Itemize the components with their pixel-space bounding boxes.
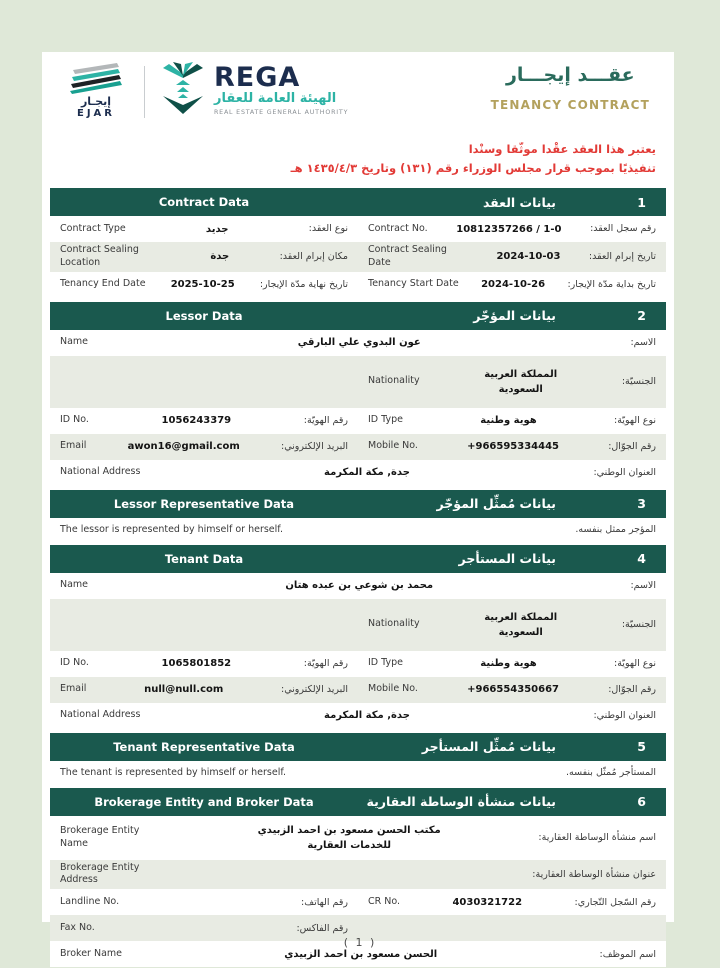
field-label-en: Name: [60, 336, 89, 348]
lessor-address-row: [50, 460, 666, 486]
tenant-id-row: [50, 651, 666, 677]
field-label-en: Contract Sealing Date: [368, 244, 447, 268]
lessor-contact-row: [50, 434, 666, 460]
field-label-ar: تاريخ نهاية مدّة الإيجار:: [259, 279, 348, 291]
palm-tree-icon: [159, 62, 207, 118]
field-label-ar: البريد الإلكتروني:: [281, 684, 348, 696]
rega-logo: [159, 62, 348, 118]
field-label-en: Broker Name: [60, 947, 122, 959]
field-label-ar: الاسم:: [630, 580, 656, 592]
lessor-email-value: awon16@gmail.com: [127, 441, 240, 453]
field-label-ar: العنوان الوطني:: [593, 710, 656, 722]
section-title-en: Tenant Representative Data: [113, 739, 295, 754]
field-label-en: Mobile No.: [368, 440, 418, 452]
brokerage-address-row: [50, 860, 666, 890]
sealing-location-value: جدة: [210, 251, 230, 263]
rega-name: REGA: [214, 62, 301, 94]
cr-no-field: [358, 895, 666, 910]
field-label-en: Contract Type: [60, 222, 126, 234]
section-title-en: Brokerage Entity and Broker Data: [94, 794, 314, 809]
ejar-logo: [60, 62, 132, 119]
contract-no-field: [358, 221, 666, 236]
field-label-en: Contract Sealing Location: [60, 244, 139, 268]
section-1-header: [50, 188, 666, 216]
tenant-name-row: [50, 573, 666, 599]
section-5-header: [50, 733, 666, 761]
field-label-en: ID No.: [60, 414, 89, 426]
field-label-ar: رقم الهويّة:: [303, 415, 348, 427]
tenant-mobile-value: +966554350667: [467, 684, 560, 696]
field-label-en: Email: [60, 440, 87, 452]
document-title: [491, 62, 658, 112]
sealing-date-field: [358, 244, 666, 270]
fax-field: [50, 921, 358, 936]
lessor-mobile-field: [358, 439, 666, 454]
section-title-en: Lessor Representative Data: [113, 496, 295, 511]
field-label-en: CR No.: [368, 895, 401, 907]
tenancy-end-field: [50, 277, 358, 292]
field-label-en: Brokerage Entity Name: [60, 824, 140, 849]
tenancy-dates-row: [50, 272, 666, 298]
note-en: The tenant is represented by himself or herself.: [60, 766, 287, 778]
lessor-id-no-field: [50, 413, 358, 428]
section-number: 6: [637, 794, 646, 810]
field-label-ar: البريد الإلكتروني:: [281, 441, 348, 453]
field-label-ar: عنوان منشأة الوساطة العقارية:: [532, 868, 656, 880]
lessor-mobile-value: +966595334445: [467, 441, 560, 453]
tenant-name-value: محمد بن شوعي بن عبده هتان: [285, 580, 434, 592]
tenancy-start-value: 2024-10-26: [481, 279, 546, 291]
field-label-en: Landline No.: [60, 895, 120, 907]
field-label-ar: رقم الجوّال:: [608, 441, 656, 453]
section-4-header: [50, 545, 666, 573]
section-title-en: Lessor Data: [165, 308, 243, 323]
ejar-stripes-icon: [67, 62, 125, 94]
contract-type-value: جديد: [205, 223, 229, 235]
field-label-en: Fax No.: [60, 921, 95, 933]
tenant-email-field: [50, 682, 358, 697]
field-label-ar: اسم الموظف:: [599, 948, 656, 960]
lessor-name-value: عون البدوي علي البارقي: [297, 337, 421, 349]
field-label-en: Nationality: [368, 618, 420, 630]
lessor-address-value: جدة, مكة المكرمة: [324, 467, 410, 479]
lessor-name-row: [50, 330, 666, 356]
lessor-id-type-field: [358, 413, 666, 428]
field-label-en: ID Type: [368, 414, 403, 426]
section-6-header: [50, 788, 666, 816]
contract-page: [42, 52, 674, 960]
section-title-ar: بيانات مُمثِّل المستأجر: [421, 739, 556, 755]
field-label-ar: نوع الهويّة:: [614, 415, 656, 427]
field-label-ar: رقم سجل العقد:: [590, 223, 656, 235]
title-arabic: عقـــد إيجـــار: [505, 64, 635, 86]
lessor-nationality-value: المملكة العربية السعودية: [484, 368, 558, 395]
lessor-email-field: [50, 439, 358, 454]
sealing-row: [50, 242, 666, 272]
tenant-representative-note: [50, 761, 666, 784]
tenant-id-type-field: [358, 656, 666, 671]
contract-type-field: [50, 221, 358, 236]
field-label-ar: رقم الهاتف:: [301, 896, 348, 908]
field-label-en: Email: [60, 683, 87, 695]
tenant-id-type-value: هوية وطنية: [480, 658, 537, 670]
field-label-en: ID No.: [60, 657, 89, 669]
tenant-nationality-value: المملكة العربية السعودية: [484, 611, 558, 638]
logo-divider: [144, 66, 145, 118]
ejar-latin-wordmark: EJAR: [77, 108, 115, 120]
section-3-header: [50, 490, 666, 518]
field-label-ar: الاسم:: [630, 337, 656, 349]
note-ar: المستأجر مُمثّل بنفسه.: [566, 766, 656, 778]
page-number: ( 1 ): [343, 936, 377, 949]
field-label-ar: نوع الهويّة:: [614, 658, 656, 670]
title-english: TENANCY CONTRACT: [490, 97, 650, 112]
tenant-mobile-field: [358, 682, 666, 697]
tenant-nationality-field: [358, 610, 666, 640]
note-ar: المؤجر ممثل بنفسه.: [575, 523, 656, 535]
note-en: The lessor is represented by himself or herself.: [60, 523, 283, 535]
contract-no-value: 10812357266 / 1-0: [456, 223, 562, 235]
field-label-en: ID Type: [368, 657, 403, 669]
field-label-ar: العنوان الوطني:: [593, 467, 656, 479]
legal-notice-line1: يعتبر هذا العقد عقْدا موثّقا وسنْدا: [468, 142, 656, 156]
field-label-en: National Address: [60, 466, 141, 478]
broker-name-value: الحسن مسعود بن احمد الزبيدي: [284, 948, 438, 960]
section-title-ar: بيانات العقد: [482, 194, 556, 210]
lessor-nationality-row: [50, 356, 666, 408]
section-number: 2: [637, 308, 646, 324]
field-label-en: National Address: [60, 709, 141, 721]
tenant-nationality-row: [50, 599, 666, 651]
contract-no-type-row: [50, 216, 666, 242]
section-number: 5: [637, 739, 646, 755]
section-number: 1: [637, 194, 646, 210]
legal-notice-line2: تنفيذيًا بموجب قرار مجلس الوزراء رقم (١٣١) وتاريخ ١٤٣٥/٤/٣ هـ: [290, 161, 656, 175]
field-label-ar: تاريخ إبرام العقد:: [588, 251, 656, 263]
field-label-ar: تاريخ بداية مدّة الإيجار:: [567, 279, 656, 291]
legal-notice: [50, 140, 666, 178]
tenancy-end-value: 2025-10-25: [170, 279, 235, 291]
field-label-en: Brokerage Entity Address: [60, 861, 140, 886]
section-title-ar: بيانات مُمثِّل المؤجّر: [436, 496, 556, 512]
section-2-header: [50, 302, 666, 330]
section-title-en: Tenant Data: [164, 551, 244, 566]
section-title-ar: بيانات المستأجر: [458, 551, 556, 567]
field-label-ar: نوع العقد:: [308, 223, 348, 235]
tenancy-start-field: [358, 277, 666, 292]
sealing-date-value: 2024-10-03: [496, 251, 561, 263]
lessor-id-type-value: هوية وطنية: [480, 415, 537, 427]
tenant-email-value: null@null.com: [144, 684, 224, 696]
page-header: [50, 52, 666, 134]
tenant-contact-row: [50, 677, 666, 703]
field-label-en: Contract No.: [368, 222, 428, 234]
tenant-address-value: جدة, مكة المكرمة: [324, 710, 410, 722]
landline-field: [50, 895, 358, 910]
cr-landline-row: [50, 889, 666, 915]
section-number: 4: [637, 551, 646, 567]
rega-arabic-name: الهيئة العامة للعقار: [214, 91, 337, 107]
field-label-ar: الجنسيّة:: [621, 376, 656, 388]
ejar-arabic-wordmark: إيجـار: [80, 95, 112, 108]
field-label-en: Name: [60, 579, 89, 591]
brokerage-name-row: [50, 816, 666, 860]
field-label-ar: رقم الفاكس:: [296, 922, 348, 934]
field-label-en: Tenancy Start Date: [368, 278, 459, 290]
field-label-en: Nationality: [368, 375, 420, 387]
cr-no-value: 4030321722: [452, 896, 523, 908]
sealing-location-field: [50, 244, 358, 270]
section-title-ar: بيانات المؤجّر: [473, 308, 556, 324]
brokerage-name-value: مكتب الحسن مسعود بن احمد الزبيدي للخدمات العقارية: [257, 824, 441, 851]
section-number: 3: [637, 496, 646, 512]
rega-english-name: REAL ESTATE GENERAL AUTHORITY: [214, 108, 349, 116]
rega-wordmark-block: [214, 64, 348, 116]
lessor-id-no-value: 1056243379: [161, 415, 232, 427]
field-label-en: Tenancy End Date: [60, 278, 146, 290]
tenant-id-no-field: [50, 656, 358, 671]
field-label-ar: رقم الهويّة:: [303, 658, 348, 670]
tenant-id-no-value: 1065801852: [161, 658, 232, 670]
field-label-ar: الجنسيّة:: [621, 619, 656, 631]
field-label-ar: رقم الجوّال:: [608, 684, 656, 696]
field-label-en: Mobile No.: [368, 683, 418, 695]
field-label-ar: رقم السّجل التّجاري:: [574, 896, 656, 908]
lessor-representative-note: [50, 518, 666, 541]
lessor-id-row: [50, 408, 666, 434]
field-label-ar: مكان إبرام العقد:: [279, 251, 348, 263]
section-title-ar: بيانات منشأة الوساطة العقارية: [366, 794, 556, 810]
lessor-nationality-field: [358, 367, 666, 397]
field-label-ar: اسم منشأة الوساطة العقارية:: [538, 832, 656, 844]
section-title-en: Contract Data: [158, 195, 250, 209]
tenant-address-row: [50, 703, 666, 729]
